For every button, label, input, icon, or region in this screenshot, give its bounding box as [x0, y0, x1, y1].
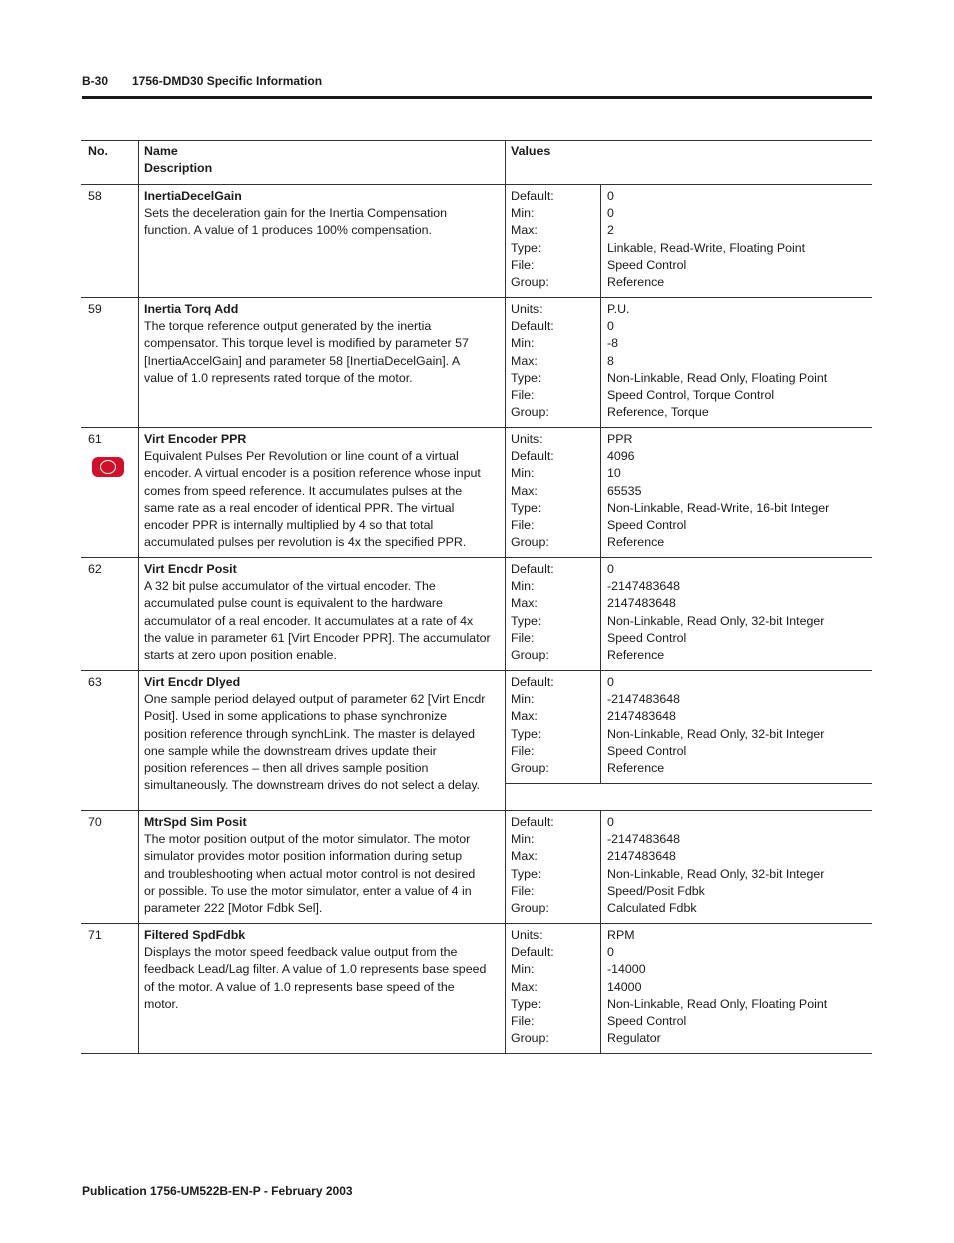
parameter-description-line: or possible. To use the motor simulator, enter a value of 4 in — [144, 883, 472, 898]
field-value: Non-Linkable, Read Only, 32-bit Integer — [607, 613, 825, 628]
field-value: PPR — [607, 432, 633, 446]
section-title: 1756-DMD30 Specific Information — [132, 74, 323, 88]
field-value: Non-Linkable, Read Only, 32-bit Integer — [607, 866, 825, 881]
field-value: 8 — [607, 353, 614, 368]
field-label: Max: — [511, 596, 538, 611]
parameter-description-line: of the motor. A value of 1.0 represents base speed of the — [144, 979, 455, 994]
parameter-description-line: starts at zero upon position enable. — [144, 648, 337, 662]
field-label: Default: — [511, 449, 554, 464]
parameter-description-line: Sets the deceleration gain for the Inertia Compensation — [144, 206, 448, 221]
field-label: Min: — [511, 579, 535, 594]
field-label: Min: — [511, 832, 535, 847]
stop-sign-icon — [92, 457, 124, 477]
field-value: 0 — [607, 815, 614, 829]
parameter-description-line: encoder. A virtual encoder is a position reference whose input — [144, 466, 481, 481]
field-value: Speed/Posit Fdbk — [607, 883, 705, 898]
field-label: Group: — [511, 648, 549, 662]
parameter-description-line: compensator. This torque level is modified by parameter 57 — [144, 336, 469, 351]
field-value: 4096 — [607, 449, 635, 464]
parameter-description-line: [InertiaAccelGain] and parameter 58 [InertiaDecelGain]. A — [144, 353, 461, 368]
parameter-number: 59 — [88, 302, 102, 316]
field-value: 65535 — [607, 483, 642, 498]
field-value: Speed Control, Torque Control — [607, 388, 775, 402]
field-value: Reference — [607, 535, 665, 550]
column-rule-name — [505, 140, 506, 1054]
parameter-description-line: position reference through synchLink. The master is delayed — [144, 726, 476, 741]
field-value: Reference — [607, 761, 665, 775]
parameter-description-line: position references – then all drives sample position — [144, 761, 429, 775]
field-label: Type: — [511, 500, 542, 515]
field-label: File: — [511, 630, 535, 645]
row-separator — [81, 184, 872, 185]
field-value: -2147483648 — [607, 579, 681, 594]
parameter-number: 71 — [88, 928, 102, 942]
row-separator — [81, 427, 872, 428]
field-label: Min: — [511, 962, 535, 977]
field-label: Max: — [511, 979, 538, 994]
publication-footer: Publication 1756-UM522B-EN-P - February 2003 — [82, 1184, 353, 1198]
field-label: Units: — [511, 302, 543, 316]
parameter-description-line: accumulator of a real encoder. It accumulates at a rate of 4x — [144, 613, 474, 628]
field-label: File: — [511, 388, 535, 402]
parameter-description-line: A 32 bit pulse accumulator of the virtual encoder. The — [144, 579, 436, 594]
field-value: Reference — [607, 648, 665, 662]
field-value: Speed Control — [607, 257, 687, 272]
field-value: Non-Linkable, Read Only, Floating Point — [607, 996, 828, 1011]
field-label: Max: — [511, 353, 538, 368]
parameter-description-line: parameter 222 [Motor Fdbk Sel]. — [144, 901, 323, 915]
field-value: -14000 — [607, 962, 646, 977]
column-header-no: No. — [88, 144, 108, 158]
parameter-number: 62 — [88, 562, 102, 576]
field-label: Group: — [511, 761, 549, 775]
parameter-number: 58 — [88, 189, 102, 203]
field-value: Regulator — [607, 1031, 661, 1046]
parameter-name: Filtered SpdFdbk — [144, 928, 246, 942]
parameter-description-line: motor. — [144, 996, 179, 1011]
field-value: 14000 — [607, 979, 642, 994]
field-label: Default: — [511, 562, 554, 576]
field-label: File: — [511, 1014, 535, 1028]
parameter-description-line: Displays the motor speed feedback value output from the — [144, 945, 458, 960]
column-header-name: Name — [144, 144, 178, 158]
field-label: Min: — [511, 336, 535, 351]
field-label: Default: — [511, 815, 554, 829]
parameter-description-line: simultaneously. The downstream drives do not select a delay. — [144, 778, 481, 793]
parameter-name: MtrSpd Sim Posit — [144, 815, 247, 829]
field-label: Group: — [511, 275, 549, 289]
row-separator — [81, 557, 872, 558]
field-label: Group: — [511, 535, 549, 550]
parameter-description-line: and troubleshooting when actual motor control is not desired — [144, 866, 476, 881]
field-label: Default: — [511, 675, 554, 689]
field-value: 2 — [607, 223, 614, 238]
parameter-description-line: The torque reference output generated by the inertia — [144, 319, 432, 334]
column-header-values: Values — [511, 144, 551, 158]
field-label: File: — [511, 257, 535, 272]
field-value: 0 — [607, 189, 614, 203]
field-value: 2147483648 — [607, 596, 676, 611]
field-label: Units: — [511, 928, 543, 942]
parameter-description-line: comes from speed reference. It accumulates pulses at the — [144, 483, 463, 498]
parameter-description-line: the value in parameter 61 [Virt Encoder PPR]. The accumulator — [144, 630, 491, 645]
parameter-number: 61 — [88, 432, 102, 446]
row-separator — [81, 810, 872, 811]
field-value: Linkable, Read-Write, Floating Point — [607, 240, 806, 255]
field-value: RPM — [607, 928, 635, 942]
field-value: Reference — [607, 275, 665, 289]
column-header-description: Description — [144, 161, 213, 175]
table-bottom-rule — [81, 1053, 872, 1054]
row-separator — [81, 923, 872, 924]
parameter-description-line: value of 1.0 represents rated torque of the motor. — [144, 370, 413, 385]
field-value: 0 — [607, 675, 614, 689]
field-value: 0 — [607, 945, 614, 960]
field-value: 0 — [607, 319, 614, 334]
field-value: 10 — [607, 466, 621, 481]
field-value: Speed Control — [607, 1014, 687, 1028]
parameter-description-line: Posit]. Used in some applications to phase synchronize — [144, 709, 448, 724]
field-label: Type: — [511, 996, 542, 1011]
field-label: Group: — [511, 1031, 549, 1046]
field-value: 2147483648 — [607, 709, 676, 724]
field-value: Non-Linkable, Read Only, Floating Point — [607, 370, 828, 385]
field-label: Units: — [511, 432, 543, 446]
table-top-rule — [81, 140, 872, 141]
field-label: Max: — [511, 849, 538, 864]
field-label: Max: — [511, 483, 538, 498]
column-rule-no — [138, 140, 139, 1054]
row-separator — [81, 670, 872, 671]
field-label: Group: — [511, 405, 549, 420]
field-label: Min: — [511, 206, 535, 221]
field-label: Type: — [511, 726, 542, 741]
parameter-table — [81, 140, 872, 1054]
parameter-name: Inertia Torq Add — [144, 302, 239, 316]
parameter-description-line: One sample period delayed output of parameter 62 [Virt Encdr — [144, 692, 486, 707]
values-block-rule — [505, 783, 872, 784]
field-value: -2147483648 — [607, 832, 681, 847]
field-value: Non-Linkable, Read-Write, 16-bit Integer — [607, 500, 830, 515]
page-number: B-30 — [82, 74, 109, 88]
parameter-description-line: function. A value of 1 produces 100% compensation. — [144, 223, 432, 238]
field-value: 0 — [607, 206, 614, 221]
row-separator — [81, 297, 872, 298]
parameter-name: Virt Encoder PPR — [144, 432, 247, 446]
field-label: File: — [511, 518, 535, 532]
parameter-description-line: same rate as a real encoder of identical PPR. The virtual — [144, 500, 455, 515]
badge-ring — [100, 460, 116, 474]
field-label: Type: — [511, 866, 542, 881]
field-value: Speed Control — [607, 743, 687, 758]
column-rule-values — [600, 810, 601, 1054]
page-header — [82, 74, 872, 90]
field-label: Min: — [511, 466, 535, 481]
parameter-name: Virt Encdr Posit — [144, 562, 237, 576]
field-value: Reference, Torque — [607, 405, 709, 420]
field-label: Default: — [511, 319, 554, 334]
field-value: -8 — [607, 336, 619, 351]
header-rule — [82, 96, 872, 99]
field-label: File: — [511, 883, 535, 898]
parameter-description-line: encoder PPR is internally multiplied by 4 so that total — [144, 518, 434, 532]
field-value: Speed Control — [607, 630, 687, 645]
field-value: 0 — [607, 562, 614, 576]
field-label: Max: — [511, 709, 538, 724]
parameter-name: InertiaDecelGain — [144, 189, 242, 203]
parameter-description-line: Equivalent Pulses Per Revolution or line count of a virtual — [144, 449, 459, 464]
parameter-description-line: The motor position output of the motor simulator. The motor — [144, 832, 471, 847]
field-label: Min: — [511, 692, 535, 707]
parameter-number: 63 — [88, 675, 102, 689]
parameter-description-line: accumulated pulses per revolution is 4x the specified PPR. — [144, 535, 467, 550]
field-label: Max: — [511, 223, 538, 238]
field-value: Non-Linkable, Read Only, 32-bit Integer — [607, 726, 825, 741]
parameter-description-line: feedback Lead/Lag filter. A value of 1.0 represents base speed — [144, 962, 487, 977]
field-value: Speed Control — [607, 518, 687, 532]
field-label: Default: — [511, 945, 554, 960]
parameter-description-line: simulator provides motor position information during setup — [144, 849, 463, 864]
field-label: Default: — [511, 189, 554, 203]
column-rule-values — [600, 184, 601, 783]
field-label: Type: — [511, 370, 542, 385]
field-value: Calculated Fdbk — [607, 901, 697, 915]
field-label: File: — [511, 743, 535, 758]
field-value: P.U. — [607, 302, 630, 316]
parameter-description-line: one sample while the downstream drives update their — [144, 743, 437, 758]
field-label: Group: — [511, 901, 549, 915]
field-value: 2147483648 — [607, 849, 676, 864]
field-label: Type: — [511, 613, 542, 628]
parameter-description-line: accumulated pulse count is equivalent to the hardware — [144, 596, 443, 611]
parameter-number: 70 — [88, 815, 102, 829]
field-label: Type: — [511, 240, 542, 255]
field-value: -2147483648 — [607, 692, 681, 707]
parameter-name: Virt Encdr Dlyed — [144, 675, 241, 689]
